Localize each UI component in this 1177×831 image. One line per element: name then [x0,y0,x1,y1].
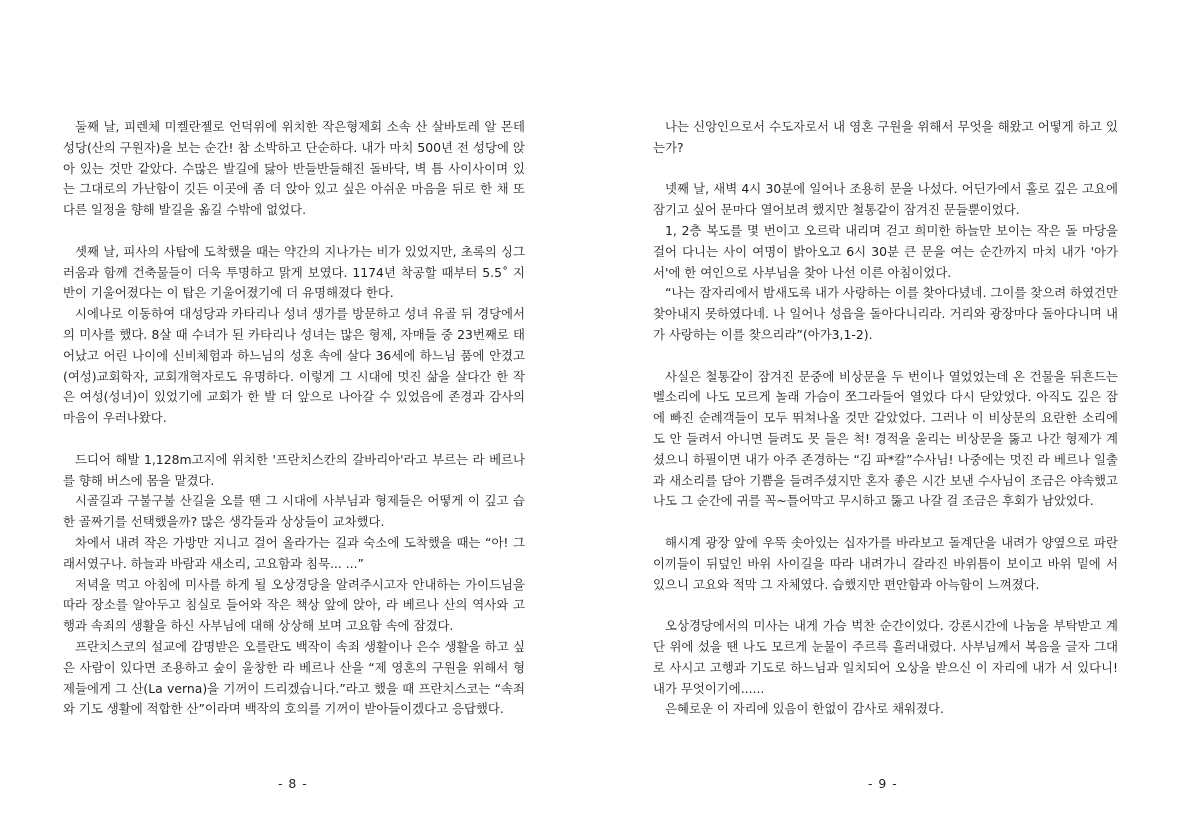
paragraph: 프란치스코의 설교에 감명받은 오를란도 백작이 속죄 생활이나 은수 생활을 하고 싶은 사람이 있다면 조용하고 숲이 울창한 라 베르나 산을 “제 영혼의 구원을 위해서 형제들에게 그 산(La verna)을 기꺼이 드리겠습니다.”라고 했을 때 프란치스코는 “속죄와 기도 생활에 적합한 산”이라며 백작의 호의를 기꺼이 받아들이겠다고 응답했다. [63,638,525,717]
paragraph: 드디어 해발 1,128m고지에 위치한 '프란치스칸의 갈바리아'라고 부르는 라 베르나를 향해 버스에 몸을 맡겼다. [63,451,525,488]
paragraph: 둘째 날, 피렌체 미켈란젤로 언덕위에 위치한 작은형제회 소속 산 살바토레 알 몬테 성당(산의 구원자)을 보는 순간! 참 소박하고 단순하다. 내가 마치 500년 전 성당에 앉아 있는 것만 같았다. 수많은 발길에 닳아 반들반들해진 돌바닥, 벽 틈 사이사이며 있는 그대로의 가난함이 깃든 이곳에 좀 더 앉아 있고 싶은 아쉬운 마음을 뒤로 한 채 또 다른 일정을 향해 발길을 옮길 수밖에 없었다. [63,119,525,218]
left-page-body [63,117,525,720]
paragraph: 오상경당에서의 미사는 내게 가슴 벅찬 순간이었다. 강론시간에 나눔을 부탁받고 계단 위에 섰을 땐 나도 모르게 눈물이 주르륵 흘러내렸다. 사부님께서 복음을 글자 그대로 사시고 고행과 기도로 하느님과 일치되어 오상을 받으신 이 자리에 내가 서 있다니! 내가 무엇이기에...... [653,618,1118,696]
paragraph-spacer [63,221,525,242]
paragraph: 해시계 광장 앞에 우뚝 솟아있는 십자가를 바라보고 돌계단을 내려가 양옆으로 파란 이끼들이 뒤덮인 바위 사이길을 따라 내려가니 갈라진 바위틈이 보이고 바위 밑에 서 있으니 고요와 적막 그 자체였다. 습했지만 편안함과 아늑함이 느껴졌다. [653,534,1118,592]
page-number: - 9 - [868,776,898,791]
paragraph: “나는 잠자리에서 밤새도록 내가 사랑하는 이를 찾아다녔네. 그이를 찾으려 하였건만 찾아내지 못하였다네. 나 일어나 성읍을 돌아다니리라. 거리와 광장마다 돌아다니며 내가 사랑하는 이를 찾으리라”(아가3,1-2). [653,285,1118,342]
paragraph: 넷째 날, 새벽 4시 30분에 일어나 조용히 문을 나섰다. 어딘가에서 홀로 깊은 고요에 잠기고 싶어 문마다 열어보려 했지만 철통같이 잠겨진 문들뿐이었다. [653,181,1118,218]
paragraph: 나는 신앙인으로서 수도자로서 내 영혼 구원을 위해서 무엇을 해왔고 어떻게 하고 있는가? [653,119,1118,155]
left-page [0,0,588,831]
paragraph: 1, 2층 복도를 몇 번이고 오르락 내리며 걷고 희미한 하늘만 보이는 작은 돌 마당을 걸어 다니는 사이 여명이 밝아오고 6시 30분 큰 문을 여는 순간까지 마치 내가 '아가서'에 한 여인으로 사부님을 찾아 나선 이른 아침이었다. [653,222,1118,280]
page-number: - 8 - [278,776,308,791]
paragraph: 저녁을 먹고 아침에 미사를 하게 될 오상경당을 알려주시고자 안내하는 가이드님을 따라 장소를 알아두고 침실로 들어와 작은 책상 앞에 앉아, 라 베르나 산의 역사와 고행과 속죄의 생활을 하신 사부님에 대해 상상해 보며 고요함 속에 잠겼다. [63,576,525,634]
right-page [589,0,1177,831]
paragraph: 시골길과 구불구불 산길을 오를 땐 그 시대에 사부님과 형제들은 어떻게 이 깊고 습한 골짜기를 선택했을까? 많은 생각들과 상상들이 교차했다. [63,493,525,530]
paragraph: 은혜로운 이 자리에 있음이 한없이 감사로 채워졌다. [665,701,944,717]
paragraph-spacer [653,159,1118,180]
paragraph: 시에나로 이동하여 대성당과 카타리나 성녀 생가를 방문하고 성녀 유골 뒤 경당에서의 미사를 했다. 8살 때 수녀가 된 카타리나 성녀는 많은 형제, 자매들 중 23번째로 태어났고 어린 나이에 신비체험과 하느님의 성혼 속에 살다 36세에 하느님 품에 안겼고 (여성)교회학자, 교회개혁자로도 유명하다. 이렇게 그 시대에 멋진 삶을 살다간 한 작은 여성(성녀)이 있었기에 교회가 한 발 더 앞으로 나아갈 수 있었음에 존경과 감사의 마음이 우러나왔다. [63,306,525,426]
paragraph: 사실은 철통같이 잠겨진 문중에 비상문을 두 번이나 열었었는데 온 건물을 뒤흔드는 벨소리에 나도 모르게 놀래 가슴이 쪼그라들어 열었다 다시 닫았었다. 아직도 깊은 잠에 빠진 순례객들이 모두 뛰쳐나올 것만 같았었다. 그러나 이 비상문의 요란한 소리에도 안 들려서 아니면 들려도 못 들은 척! 경적을 울리는 비상문을 뚫고 나간 형제가 계셨으니 하필이면 내가 아주 존경하는 “김 파*칼”수사님! 나중에는 멋진 라 베르나 일출과 새소리를 담아 기쁨을 들려주셨지만 혼자 좋은 시간 보낸 수사님이 조금은 야속했고 나도 그 순간에 귀를 꼭~틀어막고 무시하고 뚫고 나갈 걸 조금은 후회가 남았었다. [653,368,1118,509]
paragraph-spacer [653,346,1118,367]
paragraph-spacer [653,512,1118,533]
paragraph-spacer [653,595,1118,616]
paragraph: 차에서 내려 작은 가방만 지니고 걸어 올라가는 길과 숙소에 도착했을 때는 “아! 그래서였구나. 하늘과 바람과 새소리, 고요함과 침묵... ...” [63,534,525,571]
right-page-body [653,117,1118,720]
paragraph: 셋째 날, 피사의 사탑에 도착했을 때는 약간의 지나가는 비가 있었지만, 초록의 싱그러움과 함께 건축물들이 더욱 투명하고 맑게 보였다. 1174년 착공할 때부터 5.5˚ 지반이 기울어졌다는 이 탑은 기울어졌기에 더 유명해졌다 한다. [63,243,525,301]
paragraph-spacer [63,429,525,450]
